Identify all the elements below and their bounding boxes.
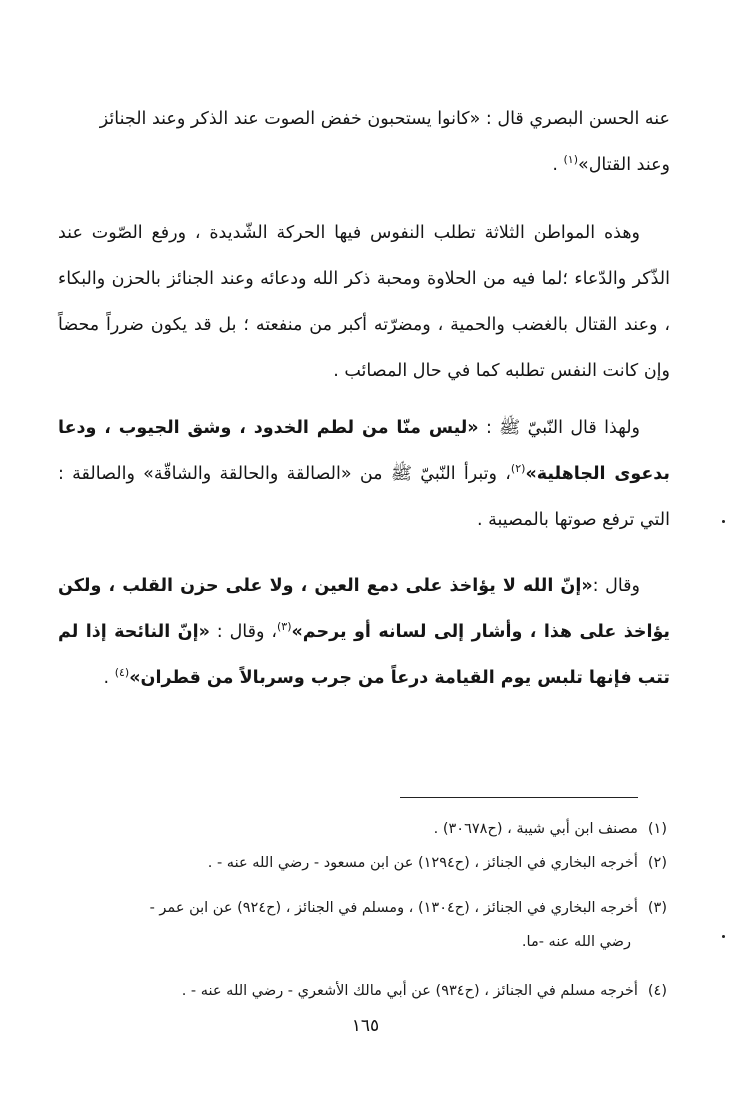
footnote-ref-1[interactable]: (١) xyxy=(563,153,578,167)
paragraph-4 xyxy=(58,563,670,701)
footnote-4-number: (٤) xyxy=(647,983,667,999)
footnote-1-text: مصنف ابن أبي شيبة ، (ح٣٠٦٧٨) . xyxy=(433,821,638,837)
page-number: ١٦٥ xyxy=(351,1016,380,1036)
paragraph-1-quote-end: وعند القتال» xyxy=(577,155,670,175)
hadith-quote-3: «إنّ النائحة إذا لم تتب فإنها تلبس يوم القيامة درعاً من جرب وسربالاً من قطران» xyxy=(58,622,670,688)
footnote-2-text: أخرجه البخاري في الجنائز ، (ح١٢٩٤) عن ابن مسعود - رضي الله عنه - . xyxy=(207,855,638,871)
footnote-3 xyxy=(62,891,667,959)
footnote-ref-2[interactable]: (٢) xyxy=(510,462,526,476)
paragraph-2: وهذه المواطن الثلاثة تطلب النفوس فيها الحركة الشّديدة ، ورفع الصّوت عند الذّكر والدّعاء ؛لما فيه من الحلاوة ومحبة ذكر الله ودعائه وعند الجنائز بالحزن والبكاء ، وعند القتال بالغضب والحمية ، ومضرّته أكبر من منفعته ؛ بل قد يكون ضرراً محضاً وإن كانت النفس تطلبه كما في حال المصائب . xyxy=(58,223,670,381)
footnote-ref-4[interactable]: (٤) xyxy=(114,666,130,680)
hadith-quote-1: «ليس منّا من لطم الخدود ، وشق الجيوب ، ودعا بدعوى الجاهلية» xyxy=(58,418,670,484)
hadith-quote-2: «إنّ الله لا يؤاخذ على دمع العين ، ولا على حزن القلب ، ولكن يؤاخذ على هذا ، وأشار إلى لسانه أو يرحم» xyxy=(58,576,670,642)
footnote-separator xyxy=(400,797,638,798)
paragraph-1-period: . xyxy=(552,155,564,175)
paragraph-1-line-1: عنه الحسن البصري قال : «كانوا يستحبون خفض الصوت عند الذكر وعند الجنائز xyxy=(99,109,670,129)
paragraph-4-intro: وقال : xyxy=(592,576,640,596)
footnote-ref-3[interactable]: (٣) xyxy=(276,620,292,634)
scan-mark xyxy=(722,935,725,938)
paragraph-1 xyxy=(58,96,670,188)
paragraph-1-line-2 xyxy=(58,142,670,188)
paragraph-4-period: . xyxy=(103,668,115,688)
footnote-3-number: (٣) xyxy=(647,900,667,916)
footnote-1-number: (١) xyxy=(647,821,667,837)
footnote-3-text: أخرجه البخاري في الجنائز ، (ح١٣٠٤) ، ومسلم في الجنائز ، (ح٩٢٤) عن ابن عمر - xyxy=(149,900,638,916)
paragraph-3-intro: ولهذا قال النّبيّ ﷺ : xyxy=(478,418,640,438)
footnote-2 xyxy=(62,846,667,880)
paragraph-3-rest: ، وتبرأ النّبيّ ﷺ من «الصالقة والحالقة والشاقّة» والصالقة : التي ترفع صوتها بالمصيبة . xyxy=(58,464,670,530)
footnote-4-text: أخرجه مسلم في الجنائز ، (ح٩٣٤) عن أبي مالك الأشعري - رضي الله عنه - . xyxy=(181,983,638,999)
footnote-2-number: (٢) xyxy=(647,855,667,871)
paragraph-4-mid: ، وقال : xyxy=(209,622,277,642)
footnote-4 xyxy=(62,974,667,1008)
scan-mark xyxy=(722,520,725,523)
footnote-1 xyxy=(62,812,667,846)
footnote-3-continuation: رضي الله عنه -ما. xyxy=(521,934,631,950)
paragraph-3 xyxy=(58,405,670,543)
